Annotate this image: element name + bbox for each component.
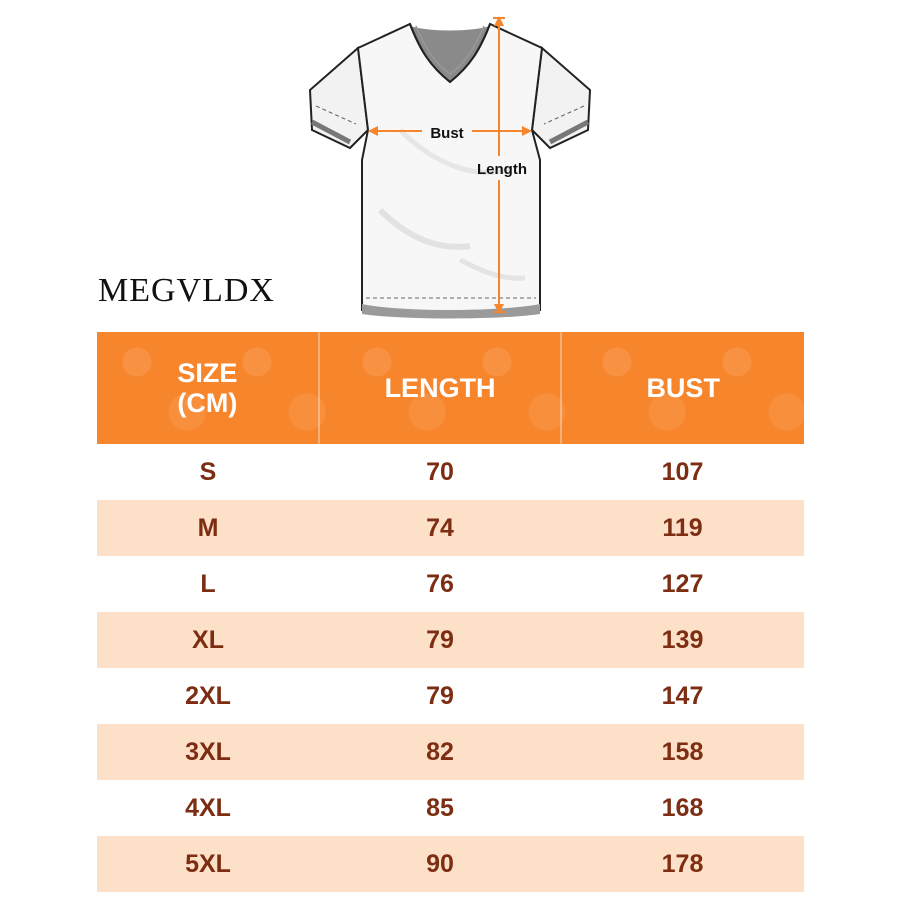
cell-length: 76 [426, 569, 454, 598]
header-length: LENGTH [318, 332, 561, 444]
table-row [97, 836, 804, 892]
cell-size: XL [192, 625, 224, 654]
cell-size: 3XL [185, 737, 231, 766]
cell-bust: 178 [661, 849, 704, 878]
size-chart-table [97, 332, 804, 892]
cell-bust: 107 [661, 457, 704, 486]
cell-bust: 158 [661, 737, 704, 766]
cell-bust: 139 [661, 625, 704, 654]
cell-size: L [200, 569, 216, 598]
table-row [97, 500, 804, 556]
cell-length: 79 [426, 625, 454, 654]
tshirt-diagram [300, 10, 600, 320]
header-size [97, 332, 318, 444]
cell-length: 90 [426, 849, 454, 878]
table-row [97, 780, 804, 836]
cell-size: M [197, 513, 219, 542]
cell-size: S [199, 457, 217, 486]
cell-length: 79 [426, 681, 454, 710]
header-bust: BUST [560, 332, 804, 444]
length-label: Length [477, 161, 527, 178]
cell-bust: 168 [661, 793, 704, 822]
cell-size: 4XL [185, 793, 231, 822]
header-size-line2: (CM) [177, 388, 238, 418]
cell-bust: 119 [662, 513, 703, 542]
table-row [97, 444, 804, 500]
cell-length: 74 [426, 513, 454, 542]
cell-bust: 127 [661, 569, 704, 598]
tshirt-illustration [300, 10, 600, 320]
cell-size: 5XL [185, 849, 231, 878]
brand-name: MEGVLDX [98, 272, 275, 309]
bust-label: Bust [430, 125, 464, 142]
table-header [97, 332, 804, 444]
table-row [97, 724, 804, 780]
header-size-line1: SIZE [177, 358, 238, 388]
cell-bust: 147 [661, 681, 704, 710]
table-row [97, 612, 804, 668]
cell-size: 2XL [185, 681, 231, 710]
cell-length: 85 [426, 793, 454, 822]
table-row [97, 556, 804, 612]
cell-length: 82 [426, 737, 454, 766]
cell-length: 70 [426, 457, 454, 486]
table-row [97, 668, 804, 724]
